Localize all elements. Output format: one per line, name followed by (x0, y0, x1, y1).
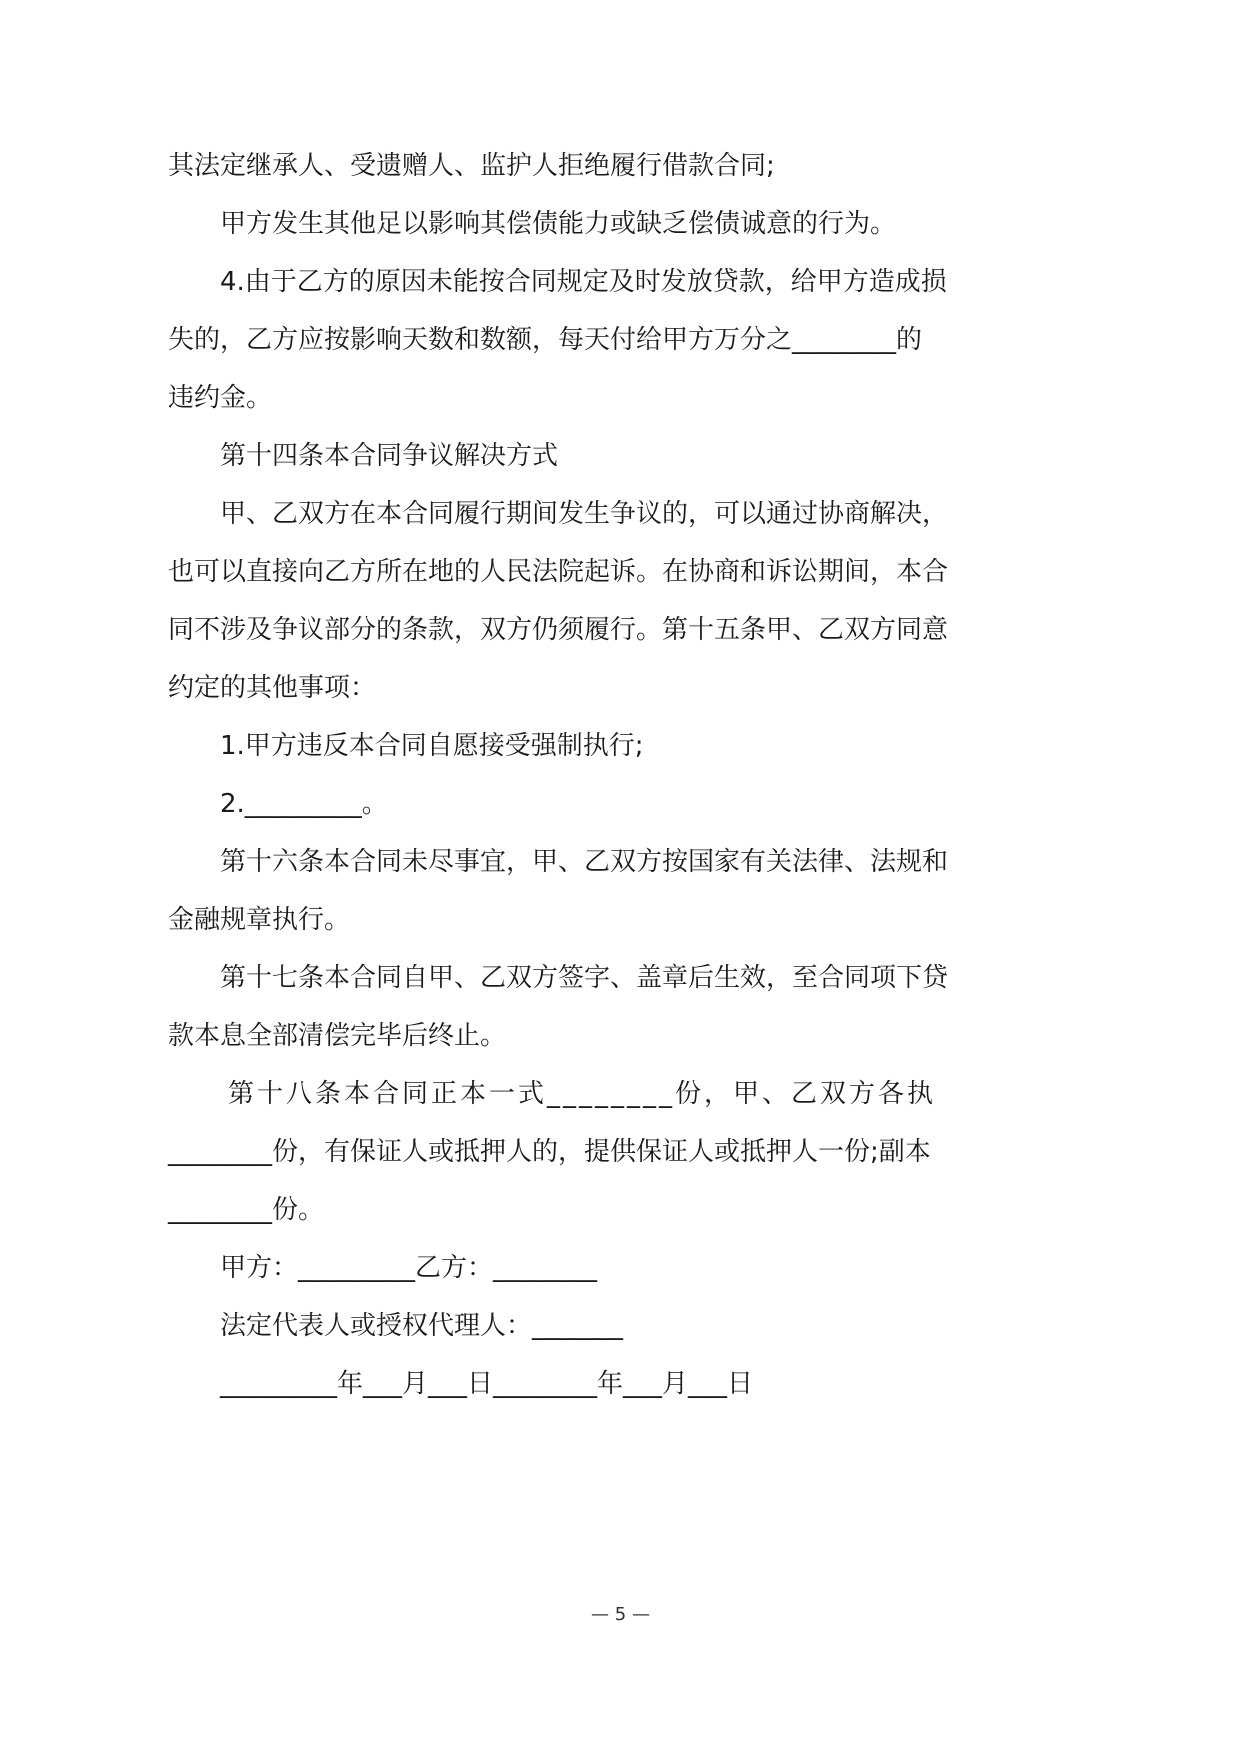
text-line-content: 甲方：_________乙方：________ (220, 1253, 598, 1283)
text-line-content: ________份。 (168, 1195, 325, 1225)
date-line (0, 1362, 1241, 1406)
representative-line (0, 1304, 1241, 1348)
text-line (0, 202, 1241, 246)
text-line (0, 1188, 1241, 1232)
text-line-content: 款本息全部清偿完毕后终止。 (168, 1021, 507, 1051)
text-line (0, 840, 1241, 884)
text-line-content: ________份，有保证人或抵押人的，提供保证人或抵押人一份;副本 (168, 1137, 931, 1167)
text-line-content: 第十四条本合同争议解决方式 (220, 441, 559, 471)
text-line-content: 同不涉及争议部分的条款，双方仍须履行。第十五条甲、乙双方同意 (168, 615, 949, 645)
text-line (0, 492, 1241, 536)
text-line (0, 898, 1241, 942)
text-line-content: 第十七条本合同自甲、乙双方签字、盖章后生效，至合同项下贷 (220, 963, 949, 993)
text-line (0, 376, 1241, 420)
text-line (0, 666, 1241, 710)
text-line (0, 782, 1241, 826)
text-line (0, 260, 1241, 304)
text-line-content: 约定的其他事项： (168, 673, 377, 703)
text-line (0, 956, 1241, 1000)
text-line-content: 4.由于乙方的原因未能按合同规定及时发放贷款，给甲方造成损 (220, 267, 947, 297)
page-number: — 5 — (591, 1604, 650, 1625)
text-line-content: 第十八条本合同正本一式________份，甲、乙双方各执 (228, 1079, 937, 1109)
text-line-content: 甲方发生其他足以影响其偿债能力或缺乏偿债诚意的行为。 (220, 209, 897, 239)
text-line (0, 1130, 1241, 1174)
text-line (0, 608, 1241, 652)
text-line (0, 1014, 1241, 1058)
text-line (0, 1072, 1241, 1116)
section-heading (0, 434, 1241, 478)
signature-line (0, 1246, 1241, 1290)
text-line-content: 金融规章执行。 (168, 905, 351, 935)
text-line-content: 失的，乙方应按影响天数和数额，每天付给甲方万分之________的 (168, 325, 923, 355)
text-line-content: 也可以直接向乙方所在地的人民法院起诉。在协商和诉讼期间，本合 (168, 557, 949, 587)
text-line-content: 其法定继承人、受遗赠人、监护人拒绝履行借款合同; (168, 151, 775, 181)
text-line (0, 724, 1241, 768)
text-line-content: 违约金。 (168, 383, 273, 413)
text-line-content: 2._________。 (220, 789, 388, 819)
text-line-content: 1.甲方违反本合同自愿接受强制执行; (220, 731, 644, 761)
text-line-content: _________年___月___日________年___月___日 (220, 1369, 754, 1399)
text-line (0, 144, 1241, 188)
text-line (0, 318, 1241, 362)
text-line-content: 法定代表人或授权代理人：_______ (220, 1311, 624, 1341)
text-line (0, 550, 1241, 594)
text-line-content: 甲、乙双方在本合同履行期间发生争议的，可以通过协商解决， (220, 499, 949, 529)
text-line-content: 第十六条本合同未尽事宜，甲、乙双方按国家有关法律、法规和 (220, 847, 949, 877)
